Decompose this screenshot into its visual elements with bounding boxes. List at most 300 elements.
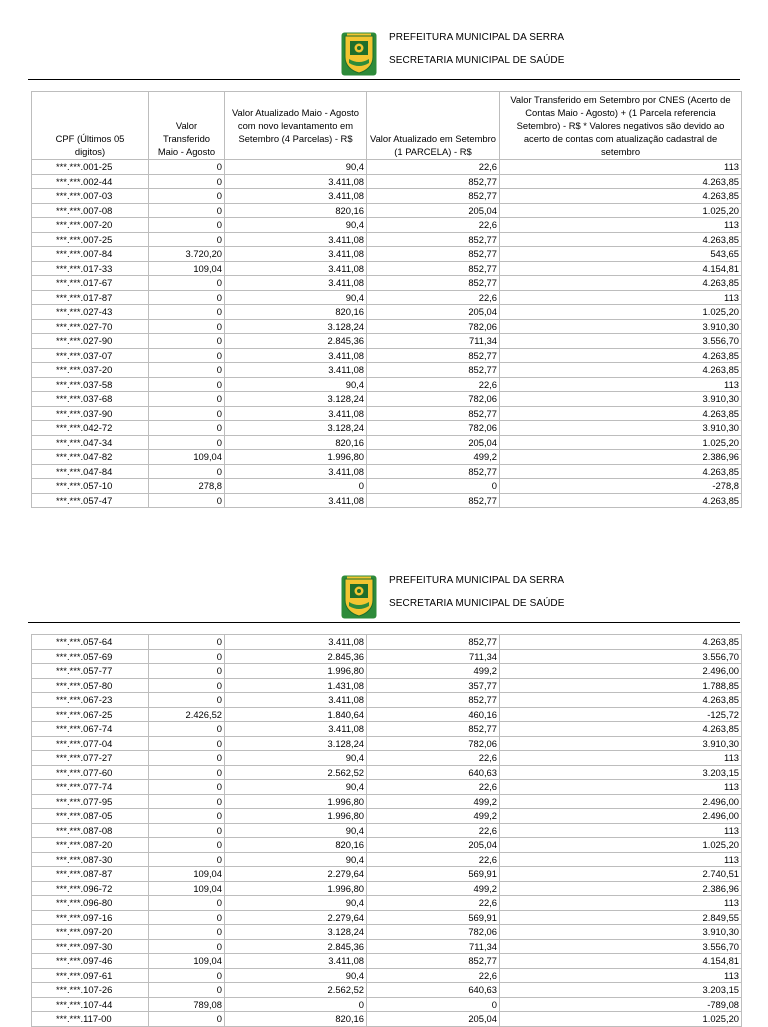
valor-atualizado-4p-cell: 1.996,80	[225, 809, 367, 824]
table-row	[32, 290, 742, 305]
valor-setembro-cell: 4.263,85	[500, 276, 742, 291]
valor-transferido-cell: 0	[149, 780, 225, 795]
valor-atualizado-4p-cell: 2.845,36	[225, 334, 367, 349]
valor-atualizado-1p-cell: 22,6	[367, 218, 500, 233]
table-row	[32, 678, 742, 693]
table-row	[32, 493, 742, 508]
valor-atualizado-4p-cell: 1.996,80	[225, 664, 367, 679]
valor-atualizado-1p-cell: 852,77	[367, 189, 500, 204]
valor-transferido-cell: 0	[149, 174, 225, 189]
valor-atualizado-1p-cell: 569,91	[367, 910, 500, 925]
valor-atualizado-4p-cell: 3.411,08	[225, 635, 367, 650]
valor-setembro-cell: 113	[500, 852, 742, 867]
valor-atualizado-4p-cell: 820,16	[225, 1012, 367, 1027]
table-row	[32, 232, 742, 247]
valor-atualizado-1p-cell: 357,77	[367, 678, 500, 693]
table-row	[32, 464, 742, 479]
cpf-cell: ***.***.077-95	[32, 794, 149, 809]
valor-setembro-cell: 543,65	[500, 247, 742, 262]
table-row	[32, 203, 742, 218]
table-row	[32, 751, 742, 766]
valor-setembro-cell: 2.740,51	[500, 867, 742, 882]
cpf-cell: ***.***.057-47	[32, 493, 149, 508]
valor-transferido-cell: 0	[149, 664, 225, 679]
valor-atualizado-1p-cell: 460,16	[367, 707, 500, 722]
table-row	[32, 406, 742, 421]
cpf-cell: ***.***.067-74	[32, 722, 149, 737]
valor-transferido-cell: 3.720,20	[149, 247, 225, 262]
cpf-cell: ***.***.007-20	[32, 218, 149, 233]
valor-transferido-cell: 0	[149, 910, 225, 925]
valor-setembro-cell: 113	[500, 377, 742, 392]
cpf-cell: ***.***.097-20	[32, 925, 149, 940]
table-row	[32, 174, 742, 189]
cpf-cell: ***.***.077-04	[32, 736, 149, 751]
valor-transferido-cell: 0	[149, 435, 225, 450]
valor-setembro-cell: 3.910,30	[500, 736, 742, 751]
valor-transferido-cell: 0	[149, 464, 225, 479]
table-row	[32, 983, 742, 998]
table-row	[32, 247, 742, 262]
cpf-cell: ***.***.067-25	[32, 707, 149, 722]
cpf-cell: ***.***.002-44	[32, 174, 149, 189]
cpf-cell: ***.***.087-08	[32, 823, 149, 838]
valor-atualizado-4p-cell: 3.411,08	[225, 464, 367, 479]
valor-atualizado-4p-cell: 2.845,36	[225, 649, 367, 664]
valor-setembro-cell: 2.496,00	[500, 809, 742, 824]
valor-atualizado-4p-cell: 2.279,64	[225, 910, 367, 925]
valor-setembro-cell: 4.263,85	[500, 363, 742, 378]
col-valor-transferido-setembro: Valor Transferido em Setembro por CNES (Acerto de Contas Maio - Agosto) + (1 Parcela referencia Setembro) - R$ * Valores negativos são devido ao acerto de contas com atualização cadastral de setembro	[500, 92, 742, 160]
valor-transferido-cell: 0	[149, 939, 225, 954]
valor-transferido-cell: 0	[149, 363, 225, 378]
cpf-cell: ***.***.077-74	[32, 780, 149, 795]
cpf-cell: ***.***.047-34	[32, 435, 149, 450]
valor-atualizado-4p-cell: 3.411,08	[225, 493, 367, 508]
valor-atualizado-1p-cell: 711,34	[367, 939, 500, 954]
cpf-cell: ***.***.017-33	[32, 261, 149, 276]
valor-atualizado-4p-cell: 90,4	[225, 896, 367, 911]
valor-atualizado-4p-cell: 2.845,36	[225, 939, 367, 954]
valor-setembro-cell: 4.263,85	[500, 348, 742, 363]
valor-transferido-cell: 0	[149, 1012, 225, 1027]
cpf-cell: ***.***.077-60	[32, 765, 149, 780]
valor-transferido-cell: 0	[149, 722, 225, 737]
valor-setembro-cell: 3.910,30	[500, 392, 742, 407]
cpf-cell: ***.***.107-44	[32, 997, 149, 1012]
valor-atualizado-1p-cell: 499,2	[367, 794, 500, 809]
cpf-cell: ***.***.007-08	[32, 203, 149, 218]
valor-atualizado-1p-cell: 22,6	[367, 823, 500, 838]
col-valor-transferido: Valor Transferido Maio - Agosto	[149, 92, 225, 160]
valor-atualizado-4p-cell: 3.411,08	[225, 348, 367, 363]
valor-setembro-cell: 2.386,96	[500, 450, 742, 465]
valor-atualizado-1p-cell: 22,6	[367, 896, 500, 911]
municipality-title: PREFEITURA MUNICIPAL DA SERRA	[389, 575, 565, 586]
table-row	[32, 765, 742, 780]
valor-transferido-cell: 0	[149, 493, 225, 508]
cpf-cell: ***.***.067-23	[32, 693, 149, 708]
valor-atualizado-1p-cell: 640,63	[367, 765, 500, 780]
valor-setembro-cell: 1.788,85	[500, 678, 742, 693]
valor-atualizado-4p-cell: 3.411,08	[225, 276, 367, 291]
cpf-cell: ***.***.087-30	[32, 852, 149, 867]
table-row	[32, 910, 742, 925]
table-row	[32, 809, 742, 824]
cpf-cell: ***.***.007-03	[32, 189, 149, 204]
valor-transferido-cell: 0	[149, 693, 225, 708]
valor-atualizado-1p-cell: 782,06	[367, 925, 500, 940]
valor-transferido-cell: 0	[149, 983, 225, 998]
cpf-cell: ***.***.042-72	[32, 421, 149, 436]
valor-atualizado-1p-cell: 22,6	[367, 968, 500, 983]
valor-atualizado-1p-cell: 640,63	[367, 983, 500, 998]
valor-atualizado-4p-cell: 3.411,08	[225, 189, 367, 204]
table-row	[32, 160, 742, 175]
valor-setembro-cell: 3.910,30	[500, 925, 742, 940]
table-row	[32, 305, 742, 320]
valor-transferido-cell: 0	[149, 794, 225, 809]
valor-atualizado-4p-cell: 3.411,08	[225, 406, 367, 421]
valor-atualizado-1p-cell: 205,04	[367, 305, 500, 320]
document-header-page-2	[0, 573, 768, 633]
cpf-cell: ***.***.027-70	[32, 319, 149, 334]
table-row	[32, 881, 742, 896]
valor-transferido-cell: 0	[149, 348, 225, 363]
table-row	[32, 968, 742, 983]
valor-atualizado-1p-cell: 852,77	[367, 464, 500, 479]
valor-setembro-cell: 1.025,20	[500, 435, 742, 450]
valor-setembro-cell: 2.849,55	[500, 910, 742, 925]
valor-atualizado-4p-cell: 1.996,80	[225, 881, 367, 896]
cpf-cell: ***.***.057-10	[32, 479, 149, 494]
valor-setembro-cell: 2.496,00	[500, 664, 742, 679]
valor-atualizado-1p-cell: 205,04	[367, 435, 500, 450]
valor-atualizado-4p-cell: 90,4	[225, 852, 367, 867]
cpf-cell: ***.***.027-43	[32, 305, 149, 320]
valor-atualizado-1p-cell: 852,77	[367, 363, 500, 378]
valor-atualizado-4p-cell: 90,4	[225, 780, 367, 795]
header-divider	[28, 79, 740, 80]
valor-atualizado-4p-cell: 1.431,08	[225, 678, 367, 693]
valor-atualizado-1p-cell: 499,2	[367, 809, 500, 824]
table-row	[32, 377, 742, 392]
valor-atualizado-1p-cell: 852,77	[367, 261, 500, 276]
table-row	[32, 736, 742, 751]
table-row	[32, 852, 742, 867]
table-row	[32, 348, 742, 363]
valor-setembro-cell: 4.263,85	[500, 722, 742, 737]
valor-atualizado-1p-cell: 22,6	[367, 160, 500, 175]
valor-atualizado-1p-cell: 852,77	[367, 635, 500, 650]
valor-atualizado-1p-cell: 782,06	[367, 421, 500, 436]
valor-transferido-cell: 0	[149, 751, 225, 766]
valor-transferido-cell: 109,04	[149, 954, 225, 969]
table-row	[32, 722, 742, 737]
cpf-cell: ***.***.007-25	[32, 232, 149, 247]
valor-transferido-cell: 0	[149, 290, 225, 305]
cpf-cell: ***.***.037-20	[32, 363, 149, 378]
valor-setembro-cell: 4.154,81	[500, 954, 742, 969]
valor-transferido-cell: 0	[149, 649, 225, 664]
valor-setembro-cell: 4.154,81	[500, 261, 742, 276]
valor-transferido-cell: 0	[149, 635, 225, 650]
valor-atualizado-1p-cell: 782,06	[367, 392, 500, 407]
cpf-cell: ***.***.037-07	[32, 348, 149, 363]
valor-atualizado-1p-cell: 22,6	[367, 751, 500, 766]
valor-atualizado-1p-cell: 711,34	[367, 334, 500, 349]
valor-transferido-cell: 789,08	[149, 997, 225, 1012]
table-row	[32, 838, 742, 853]
cpf-cell: ***.***.096-72	[32, 881, 149, 896]
valor-atualizado-4p-cell: 90,4	[225, 290, 367, 305]
table-row	[32, 421, 742, 436]
cpf-cell: ***.***.057-80	[32, 678, 149, 693]
cpf-cell: ***.***.057-64	[32, 635, 149, 650]
table-row	[32, 693, 742, 708]
table-row	[32, 649, 742, 664]
valor-setembro-cell: 113	[500, 751, 742, 766]
valor-atualizado-4p-cell: 90,4	[225, 218, 367, 233]
valor-setembro-cell: -278,8	[500, 479, 742, 494]
header-divider	[28, 622, 740, 623]
cpf-cell: ***.***.097-46	[32, 954, 149, 969]
valor-atualizado-4p-cell: 90,4	[225, 823, 367, 838]
valor-atualizado-4p-cell: 90,4	[225, 968, 367, 983]
municipality-title: PREFEITURA MUNICIPAL DA SERRA	[389, 32, 565, 43]
municipal-crest-logo	[341, 32, 377, 76]
valor-transferido-cell: 0	[149, 392, 225, 407]
cpf-cell: ***.***.037-90	[32, 406, 149, 421]
valor-transferido-cell: 0	[149, 823, 225, 838]
cpf-cell: ***.***.017-67	[32, 276, 149, 291]
valor-setembro-cell: -789,08	[500, 997, 742, 1012]
valor-setembro-cell: 2.386,96	[500, 881, 742, 896]
valor-setembro-cell: 3.203,15	[500, 765, 742, 780]
valor-transferido-cell: 0	[149, 305, 225, 320]
valor-transferido-cell: 0	[149, 276, 225, 291]
valor-transferido-cell: 0	[149, 406, 225, 421]
valor-atualizado-4p-cell: 3.411,08	[225, 954, 367, 969]
col-valor-atualizado-1-parcela: Valor Atualizado em Setembro (1 PARCELA) - R$	[367, 92, 500, 160]
valor-transferido-cell: 0	[149, 232, 225, 247]
valor-setembro-cell: 1.025,20	[500, 305, 742, 320]
col-cpf: CPF (Últimos 05 digitos)	[32, 92, 149, 160]
valor-atualizado-4p-cell: 3.411,08	[225, 232, 367, 247]
cpf-cell: ***.***.037-68	[32, 392, 149, 407]
valor-transferido-cell: 0	[149, 925, 225, 940]
cpf-cell: ***.***.087-87	[32, 867, 149, 882]
table-row	[32, 997, 742, 1012]
table-row	[32, 392, 742, 407]
valor-atualizado-1p-cell: 782,06	[367, 319, 500, 334]
valor-setembro-cell: 4.263,85	[500, 464, 742, 479]
table-body	[32, 635, 742, 1027]
table-row	[32, 435, 742, 450]
valor-transferido-cell: 109,04	[149, 450, 225, 465]
valor-transferido-cell: 0	[149, 319, 225, 334]
valor-atualizado-4p-cell: 1.996,80	[225, 450, 367, 465]
valor-atualizado-4p-cell: 90,4	[225, 751, 367, 766]
cpf-cell: ***.***.007-84	[32, 247, 149, 262]
valor-atualizado-4p-cell: 3.128,24	[225, 421, 367, 436]
valor-atualizado-1p-cell: 852,77	[367, 276, 500, 291]
valor-atualizado-4p-cell: 3.411,08	[225, 693, 367, 708]
cpf-cell: ***.***.097-61	[32, 968, 149, 983]
cpf-cell: ***.***.037-58	[32, 377, 149, 392]
transfer-table-page-2	[31, 634, 742, 1027]
valor-atualizado-1p-cell: 852,77	[367, 232, 500, 247]
valor-atualizado-4p-cell: 3.128,24	[225, 925, 367, 940]
cpf-cell: ***.***.117-00	[32, 1012, 149, 1027]
valor-setembro-cell: 113	[500, 780, 742, 795]
valor-setembro-cell: 2.496,00	[500, 794, 742, 809]
table-row	[32, 664, 742, 679]
department-title: SECRETARIA MUNICIPAL DE SAÚDE	[389, 55, 565, 66]
valor-transferido-cell: 0	[149, 809, 225, 824]
cpf-cell: ***.***.047-84	[32, 464, 149, 479]
table-row	[32, 319, 742, 334]
table-row	[32, 218, 742, 233]
col-valor-atualizado-4-parcelas: Valor Atualizado Maio - Agosto com novo levantamento em Setembro (4 Parcelas) - R$	[225, 92, 367, 160]
valor-setembro-cell: 4.263,85	[500, 635, 742, 650]
valor-setembro-cell: 4.263,85	[500, 189, 742, 204]
valor-transferido-cell: 0	[149, 203, 225, 218]
valor-setembro-cell: -125,72	[500, 707, 742, 722]
valor-setembro-cell: 3.556,70	[500, 334, 742, 349]
valor-atualizado-1p-cell: 22,6	[367, 780, 500, 795]
municipal-crest-logo	[341, 575, 377, 619]
valor-atualizado-4p-cell: 3.411,08	[225, 174, 367, 189]
valor-transferido-cell: 109,04	[149, 881, 225, 896]
valor-setembro-cell: 113	[500, 896, 742, 911]
valor-atualizado-1p-cell: 205,04	[367, 1012, 500, 1027]
valor-atualizado-4p-cell: 3.411,08	[225, 722, 367, 737]
valor-atualizado-4p-cell: 820,16	[225, 203, 367, 218]
cpf-cell: ***.***.057-69	[32, 649, 149, 664]
valor-setembro-cell: 1.025,20	[500, 838, 742, 853]
valor-setembro-cell: 3.910,30	[500, 421, 742, 436]
valor-atualizado-1p-cell: 852,77	[367, 722, 500, 737]
valor-setembro-cell: 4.263,85	[500, 693, 742, 708]
valor-atualizado-1p-cell: 852,77	[367, 493, 500, 508]
cpf-cell: ***.***.096-80	[32, 896, 149, 911]
table-row	[32, 939, 742, 954]
document-header	[0, 30, 768, 90]
valor-setembro-cell: 4.263,85	[500, 232, 742, 247]
cpf-cell: ***.***.097-30	[32, 939, 149, 954]
valor-atualizado-1p-cell: 499,2	[367, 664, 500, 679]
valor-atualizado-4p-cell: 3.411,08	[225, 261, 367, 276]
valor-transferido-cell: 0	[149, 334, 225, 349]
cpf-cell: ***.***.087-05	[32, 809, 149, 824]
cpf-cell: ***.***.097-16	[32, 910, 149, 925]
cpf-cell: ***.***.087-20	[32, 838, 149, 853]
table-row	[32, 479, 742, 494]
table-row	[32, 794, 742, 809]
valor-setembro-cell: 3.556,70	[500, 649, 742, 664]
valor-atualizado-1p-cell: 499,2	[367, 881, 500, 896]
valor-atualizado-1p-cell: 569,91	[367, 867, 500, 882]
valor-atualizado-1p-cell: 852,77	[367, 954, 500, 969]
valor-atualizado-1p-cell: 0	[367, 997, 500, 1012]
valor-atualizado-1p-cell: 711,34	[367, 649, 500, 664]
department-title: SECRETARIA MUNICIPAL DE SAÚDE	[389, 598, 565, 609]
valor-transferido-cell: 0	[149, 218, 225, 233]
valor-atualizado-4p-cell: 90,4	[225, 377, 367, 392]
valor-atualizado-4p-cell: 2.562,52	[225, 765, 367, 780]
table-row	[32, 925, 742, 940]
transfer-table-page-1	[31, 91, 742, 508]
valor-transferido-cell: 0	[149, 736, 225, 751]
table-row	[32, 363, 742, 378]
table-body	[32, 160, 742, 508]
valor-atualizado-4p-cell: 2.562,52	[225, 983, 367, 998]
valor-transferido-cell: 0	[149, 896, 225, 911]
table-row	[32, 334, 742, 349]
valor-setembro-cell: 1.025,20	[500, 203, 742, 218]
valor-atualizado-4p-cell: 3.128,24	[225, 319, 367, 334]
valor-setembro-cell: 4.263,85	[500, 406, 742, 421]
valor-atualizado-4p-cell: 0	[225, 997, 367, 1012]
valor-setembro-cell: 3.203,15	[500, 983, 742, 998]
table-row	[32, 896, 742, 911]
valor-atualizado-4p-cell: 820,16	[225, 435, 367, 450]
cpf-cell: ***.***.107-26	[32, 983, 149, 998]
valor-transferido-cell: 0	[149, 421, 225, 436]
valor-atualizado-1p-cell: 205,04	[367, 838, 500, 853]
valor-atualizado-1p-cell: 852,77	[367, 174, 500, 189]
valor-transferido-cell: 0	[149, 968, 225, 983]
valor-atualizado-4p-cell: 3.411,08	[225, 247, 367, 262]
cpf-cell: ***.***.001-25	[32, 160, 149, 175]
valor-setembro-cell: 1.025,20	[500, 1012, 742, 1027]
valor-atualizado-4p-cell: 1.840,64	[225, 707, 367, 722]
valor-setembro-cell: 4.263,85	[500, 493, 742, 508]
cpf-cell: ***.***.017-87	[32, 290, 149, 305]
valor-setembro-cell: 113	[500, 968, 742, 983]
valor-atualizado-1p-cell: 499,2	[367, 450, 500, 465]
valor-atualizado-4p-cell: 0	[225, 479, 367, 494]
valor-atualizado-4p-cell: 3.128,24	[225, 736, 367, 751]
valor-setembro-cell: 113	[500, 290, 742, 305]
valor-transferido-cell: 0	[149, 160, 225, 175]
valor-setembro-cell: 113	[500, 160, 742, 175]
valor-transferido-cell: 278,8	[149, 479, 225, 494]
valor-atualizado-4p-cell: 820,16	[225, 305, 367, 320]
valor-transferido-cell: 0	[149, 765, 225, 780]
valor-transferido-cell: 0	[149, 838, 225, 853]
valor-transferido-cell: 0	[149, 189, 225, 204]
valor-transferido-cell: 0	[149, 678, 225, 693]
table-row	[32, 450, 742, 465]
valor-atualizado-4p-cell: 1.996,80	[225, 794, 367, 809]
table-row	[32, 189, 742, 204]
valor-atualizado-4p-cell: 3.411,08	[225, 363, 367, 378]
valor-transferido-cell: 0	[149, 377, 225, 392]
table-row	[32, 780, 742, 795]
valor-atualizado-1p-cell: 852,77	[367, 247, 500, 262]
valor-setembro-cell: 3.910,30	[500, 319, 742, 334]
valor-setembro-cell: 3.556,70	[500, 939, 742, 954]
valor-atualizado-1p-cell: 852,77	[367, 348, 500, 363]
valor-atualizado-4p-cell: 820,16	[225, 838, 367, 853]
valor-transferido-cell: 109,04	[149, 867, 225, 882]
valor-atualizado-1p-cell: 852,77	[367, 693, 500, 708]
valor-atualizado-1p-cell: 22,6	[367, 852, 500, 867]
cpf-cell: ***.***.027-90	[32, 334, 149, 349]
valor-setembro-cell: 113	[500, 823, 742, 838]
